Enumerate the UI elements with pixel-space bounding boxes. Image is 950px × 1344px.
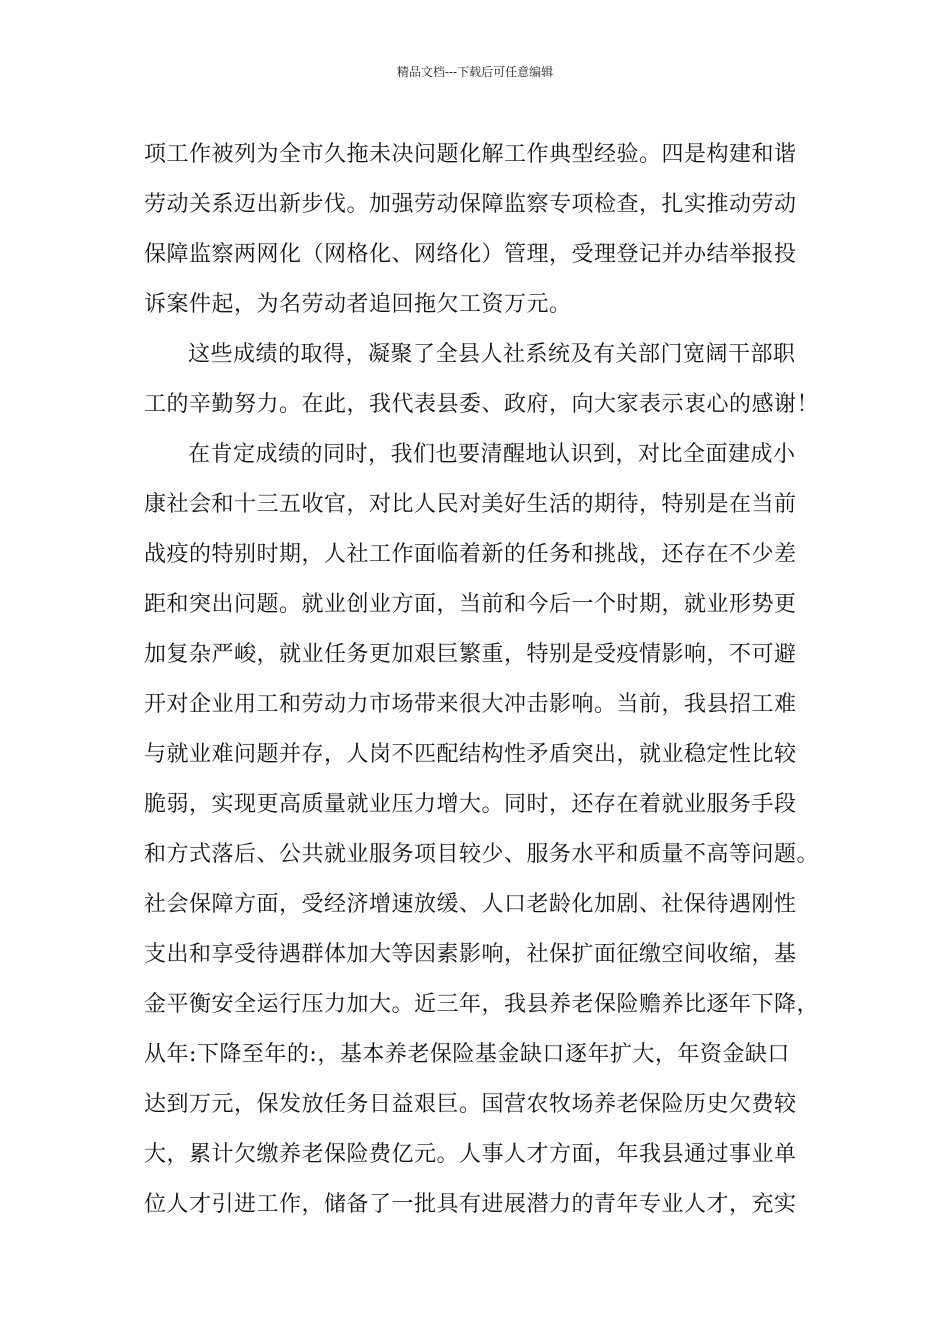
text-line: 战疫的特别时期，人社工作面临着新的任务和挑战，还存在不少差 — [144, 542, 797, 567]
text-line: 康社会和十三五收官，对比人民对美好生活的期待，特别是在当前 — [144, 492, 797, 517]
text-line: 劳动关系迈出新步伐。加强劳动保障监察专项检查，扎实推动劳动 — [144, 192, 797, 217]
text-line: 工的辛勤努力。在此，我代表县委、政府，向大家表示衷心的感谢！ — [144, 392, 820, 417]
text-line: 脆弱，实现更高质量就业压力增大。同时，还存在着就业服务手段 — [144, 792, 797, 817]
text-line: 诉案件起，为名劳动者追回拖欠工资万元。 — [144, 292, 572, 317]
text-line: 项工作被列为全市久拖未决问题化解工作典型经验。四是构建和谐 — [144, 142, 797, 167]
text-line: 开对企业用工和劳动力市场带来很大冲击影响。当前，我县招工难 — [144, 692, 797, 717]
text-line: 和方式落后、公共就业服务项目较少、服务水平和质量不高等问题。 — [144, 842, 820, 867]
text-line: 社会保障方面，受经济增速放缓、人口老龄化加剧、社保待遇刚性 — [144, 892, 797, 917]
text-line: 位人才引进工作，储备了一批具有进展潜力的青年专业人才，充实 — [144, 1192, 797, 1217]
text-line: 大，累计欠缴养老保险费亿元。人事人才方面，年我县通过事业单 — [144, 1142, 797, 1167]
document-body — [144, 130, 828, 1230]
text-line: 金平衡安全运行压力加大。近三年，我县养老保险赡养比逐年下降， — [144, 992, 820, 1017]
page-header: 精品文档---下载后可任意编辑 — [396, 65, 554, 79]
paragraph-start-line: 在肯定成绩的同时，我们也要清醒地认识到，对比全面建成小 — [188, 442, 796, 467]
paragraph-start-line: 这些成绩的取得，凝聚了全县人社系统及有关部门宽阔干部职 — [188, 342, 796, 367]
text-line: 达到万元，保发放任务日益艰巨。国营农牧场养老保险历史欠费较 — [144, 1092, 797, 1117]
text-line: 与就业难问题并存，人岗不匹配结构性矛盾突出，就业稳定性比较 — [144, 742, 797, 767]
text-line: 支出和享受待遇群体加大等因素影响，社保扩面征缴空间收缩，基 — [144, 942, 797, 967]
text-line: 保障监察两网化（网格化、网络化）管理，受理登记并办结举报投 — [144, 242, 797, 267]
text-line: 距和突出问题。就业创业方面，当前和今后一个时期，就业形势更 — [144, 592, 797, 617]
text-line: 加复杂严峻，就业任务更加艰巨繁重，特别是受疫情影响，不可避 — [144, 642, 797, 667]
text-line: 从年:下降至年的:，基本养老保险基金缺口逐年扩大，年资金缺口 — [144, 1042, 790, 1067]
